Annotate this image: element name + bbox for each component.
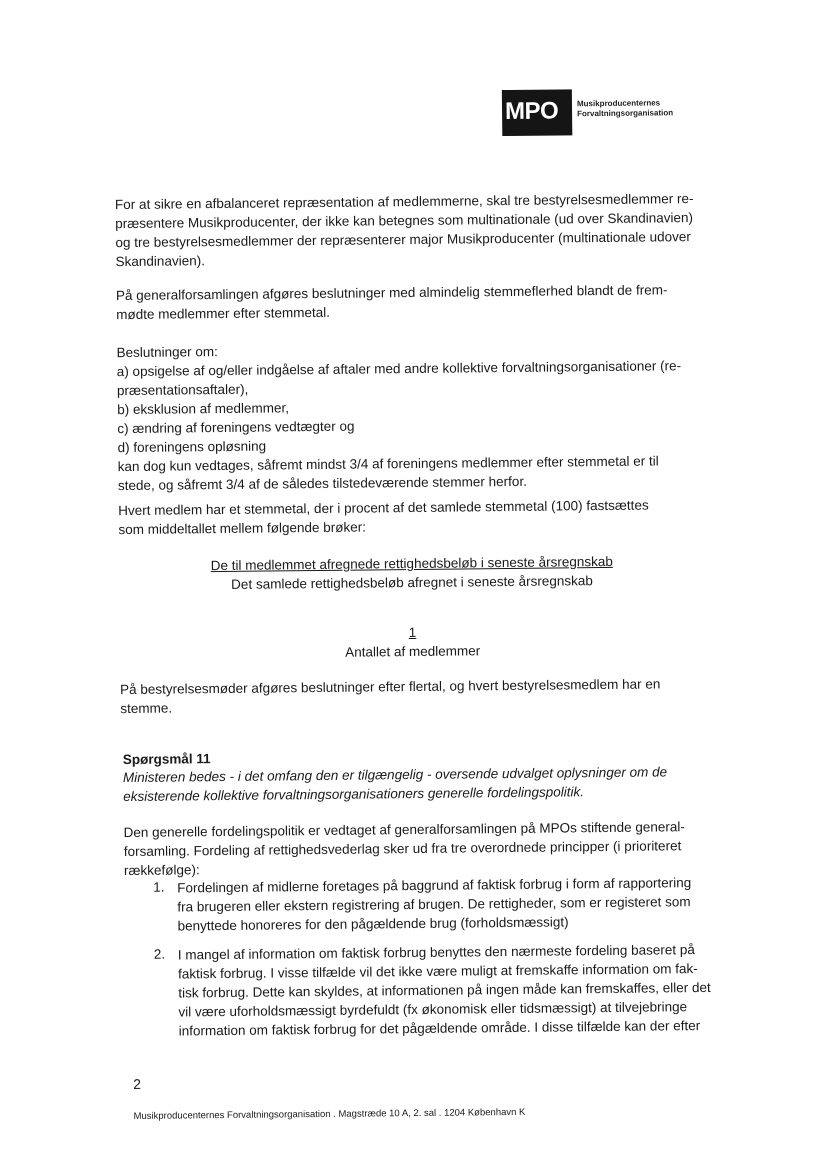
list-item-2-number: 2.	[153, 946, 166, 962]
board-paragraph: På bestyrelsesmøder afgøres beslutninger efter flertal, og hvert bestyrelsesmedlem har en stemme.	[120, 676, 661, 717]
fraction-settlement-numerator: De til medlemmet afregnede rettighedsbeløb i seneste årsregnskab	[210, 553, 613, 574]
fraction-settlement-denominator: Det samlede rettighedsbeløb afregnet i seneste årsregnskab	[231, 573, 593, 592]
mpo-logo-subtitle: Musikproducenternes Forvaltningsorganisation	[576, 98, 674, 119]
list-item-1-text: Fordelingen af midlerne foretages på baggrund af faktisk forbrug i form af rapportering fra brugeren eller ekstern registrering af brugen. De rettigheder, som er registeret som benyttede honoreres for den pågældende brug (forholdsmæssigt)	[177, 875, 692, 934]
fraction-members	[119, 620, 705, 664]
fraction-members-denominator: Antallet af medlemmer	[345, 643, 481, 660]
page-number: 2	[133, 1075, 142, 1092]
question-text: Ministeren bedes - i det omfang den er tilgængelig - oversende udvalget oplysninger om de eksisterende kollektive forvaltningsorganisationers generelle fordelingspolitik.	[122, 764, 668, 805]
footer-address: Musikproducenternes Forvaltningsorganisation . Magstræde 10 A, 2. sal . 1204 København K	[133, 1106, 526, 1122]
list-item-1-number: 1.	[153, 879, 165, 895]
question-heading: Spørgsmål 11	[122, 751, 211, 768]
distribution-policy-paragraph: Den generelle fordelingspolitik er vedtaget af generalforsamlingen på MPOs stiftende general- forsamling. Fordeling af rettighedsvederlag sker ud fra tre overordnede principper (i prioriteret rækkefølge):	[123, 819, 685, 879]
voting-paragraph: Hvert medlem har et stemmetal, der i procent af det samlede stemmetal (100) fastsættes som middeltallet mellem følgende brøker:	[118, 497, 649, 538]
mpo-logo-text: MPO	[504, 97, 559, 126]
decisions-paragraph: Beslutninger om: a) opsigelse af og/eller indgåelse af aftaler med andre kollektive forvaltningsorganisationer (re- præsentationsaftaler), b) eksklusion af medlemmer, c) ændring af foreningens vedtægter og d) foreningens opløsning kan dog kun vedtages, såfremt mindst 3/4 af foreningens medlemmer efter stemmetal er til stede, og såfremt 3/4 af de således tilstedeværende stemmer herfor.	[116, 344, 682, 494]
fraction-settlement	[119, 551, 705, 595]
fraction-members-numerator: 1	[408, 624, 417, 641]
general-assembly-paragraph: På generalforsamlingen afgøres beslutninger med almindelig stemmeflerhed blandt de frem- mødte medlemmer efter stemmetal.	[115, 282, 668, 323]
list-item-2-text: I mangel af information om faktisk forbrug benyttes den nærmeste fordeling baseret på faktisk forbrug. I visse tilfælde vil det ikke være muligt at fremskaffe information om fak- tisk forbrug. Dette kan skyldes, at informationen på ingen måde kan fremskaffes, eller det vil være uforholdsmæssigt byrdefuldt (fx økonomisk eller tidsmæssigt) at tilvejebringe information om faktisk forbrug for det pågældende område. I disse tilfælde kan der efter	[177, 942, 711, 1039]
intro-paragraph: For at sikre en afbalanceret repræsentation af medlemmerne, skal tre bestyrelsesmedlemmer re- præsentere Musikproducenter, der ikke kan betegnes som multinationale (ud over Skandinavien) og tre bestyrelsesmedlemmer der repræsenterer major Musikproducenter (multinationale udover Skandinavien).	[114, 191, 694, 270]
